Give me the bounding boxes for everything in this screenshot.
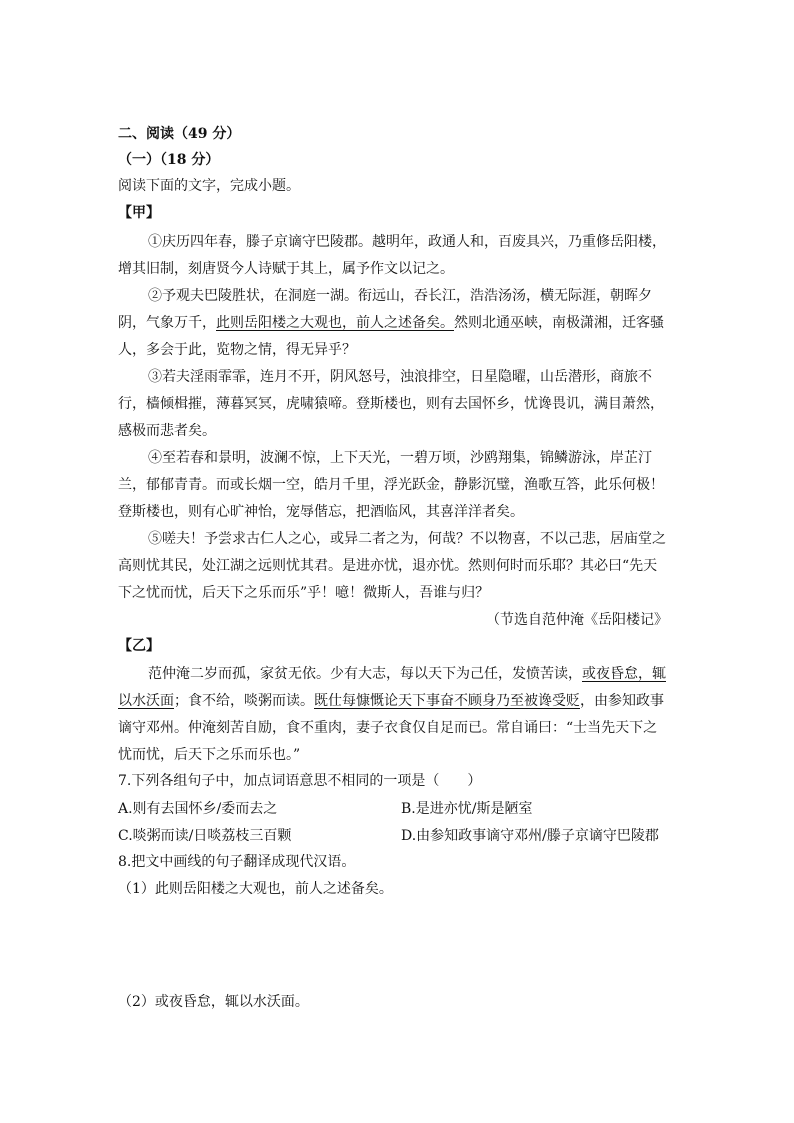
jia-p1-line1: ①庆历四年春，滕子京谪守巴陵郡。越明年，政通人和，百废具兴，乃重修岳阳楼，: [148, 234, 666, 250]
yi-line4: 忧而忧，后天下之乐而乐也。”: [118, 747, 301, 763]
yi-text: ，由参知政事: [580, 693, 664, 709]
yi-line1: [118, 664, 666, 684]
jia-p3-line2: 行，樯倾楫摧，薄暮冥冥，虎啸猿啼。登斯楼也，则有去国怀乡，忧谗畏讥，满目萧然，: [118, 396, 664, 412]
jia-p2-line1: ②予观夫巴陵胜状，在洞庭一湖。衔远山，吞长江，浩浩汤汤，横无际涯，朝晖夕: [148, 288, 652, 304]
section-heading: 二、阅读（49 分）: [118, 126, 241, 142]
yi-line3: 谪守邓州。仲淹刻苦自励，食不重肉，妻子衣食仅自足而已。常自诵曰：“士当先天下之: [118, 720, 658, 736]
yi-label: 【乙】: [118, 638, 160, 654]
jia-p5-line3: 下之忧而忧，后天下之乐而乐”乎！噫！微斯人，吾谁与归？: [118, 585, 490, 601]
q7-option-d: D.由参知政事谪守邓州/滕子京谪守巴陵郡: [401, 828, 659, 844]
underlined-sentence-3: 既仕每慷慨论天下事奋不顾身乃至被谗受贬: [314, 693, 580, 709]
jia-p3-line1: ③若夫淫雨霏霏，连月不开，阴风怒号，浊浪排空，日星隐曜，山岳潜形，商旅不: [148, 369, 652, 385]
yi-line2: [118, 691, 664, 711]
yi-text: 范仲淹二岁而孤，家贫无依。少有大志，每以天下为己任，发愤苦读，: [148, 666, 582, 682]
jia-p2-line3: 人，多会于此，览物之情，得无异乎？: [118, 342, 356, 358]
jia-p1-line2: 增其旧制，刻唐贤今人诗赋于其上，属予作文以记之。: [118, 261, 454, 277]
jia-p3-line3: 感极而悲者矣。: [118, 423, 216, 439]
instruction: 阅读下面的文字，完成小题。: [118, 178, 300, 194]
jia-p2-text: 然则北通巫峡，南极潇湘，迁客骚: [454, 315, 664, 331]
q7-stem: 7.下列各组句子中，加点词语意思不相同的一项是（ ）: [118, 773, 482, 789]
jia-p5-line1: ⑤嗟夫！予尝求古仁人之心，或异二者之为，何哉？不以物喜，不以己悲，居庙堂之: [148, 531, 666, 547]
q8-stem: 8.把文中画线的句子翻译成现代汉语。: [118, 854, 356, 870]
q7-option-a: A.则有去国怀乡/委而去之: [118, 801, 278, 817]
underlined-sentence-1: 此则岳阳楼之大观也，前人之述备矣。: [216, 315, 454, 331]
jia-label: 【甲】: [118, 205, 160, 221]
q8-sub2: （2）或夜昏怠，辄以水沃面。: [118, 994, 309, 1010]
yi-text: ；食不给，啖粥而读。: [174, 693, 314, 709]
jia-p4-line2: 兰，郁郁青青。而或长烟一空，皓月千里，浮光跃金，静影沉璧，渔歌互答，此乐何极！: [118, 477, 664, 493]
jia-p4-line3: 登斯楼也，则有心旷神怡，宠辱偕忘，把酒临风，其喜洋洋者矣。: [118, 504, 524, 520]
jia-p4-line1: ④至若春和景明，波澜不惊，上下天光，一碧万顷，沙鸥翔集，锦鳞游泳，岸芷汀: [148, 450, 652, 466]
jia-p2-line2: [118, 313, 664, 333]
jia-source: （节选自范仲淹《岳阳楼记》: [486, 612, 668, 628]
jia-p5-line2: 高则忧其民，处江湖之远则忧其君。是进亦忧，退亦忧。然则何时而乐耶？其必曰“先天: [118, 558, 658, 574]
q7-option-b: B.是进亦忧/斯是陋室: [401, 801, 533, 817]
q7-option-c: C.啖粥而读/日啖荔枝三百颗: [118, 828, 292, 844]
q8-sub1: （1）此则岳阳楼之大观也，前人之述备矣。: [118, 881, 393, 897]
jia-p2-text: 阴，气象万千，: [118, 315, 216, 331]
underlined-sentence-2: 或夜昏怠，辄: [582, 666, 666, 682]
part-heading: （一）（18 分）: [118, 152, 220, 168]
underlined-sentence-2-cont: 以水沃面: [118, 693, 174, 709]
